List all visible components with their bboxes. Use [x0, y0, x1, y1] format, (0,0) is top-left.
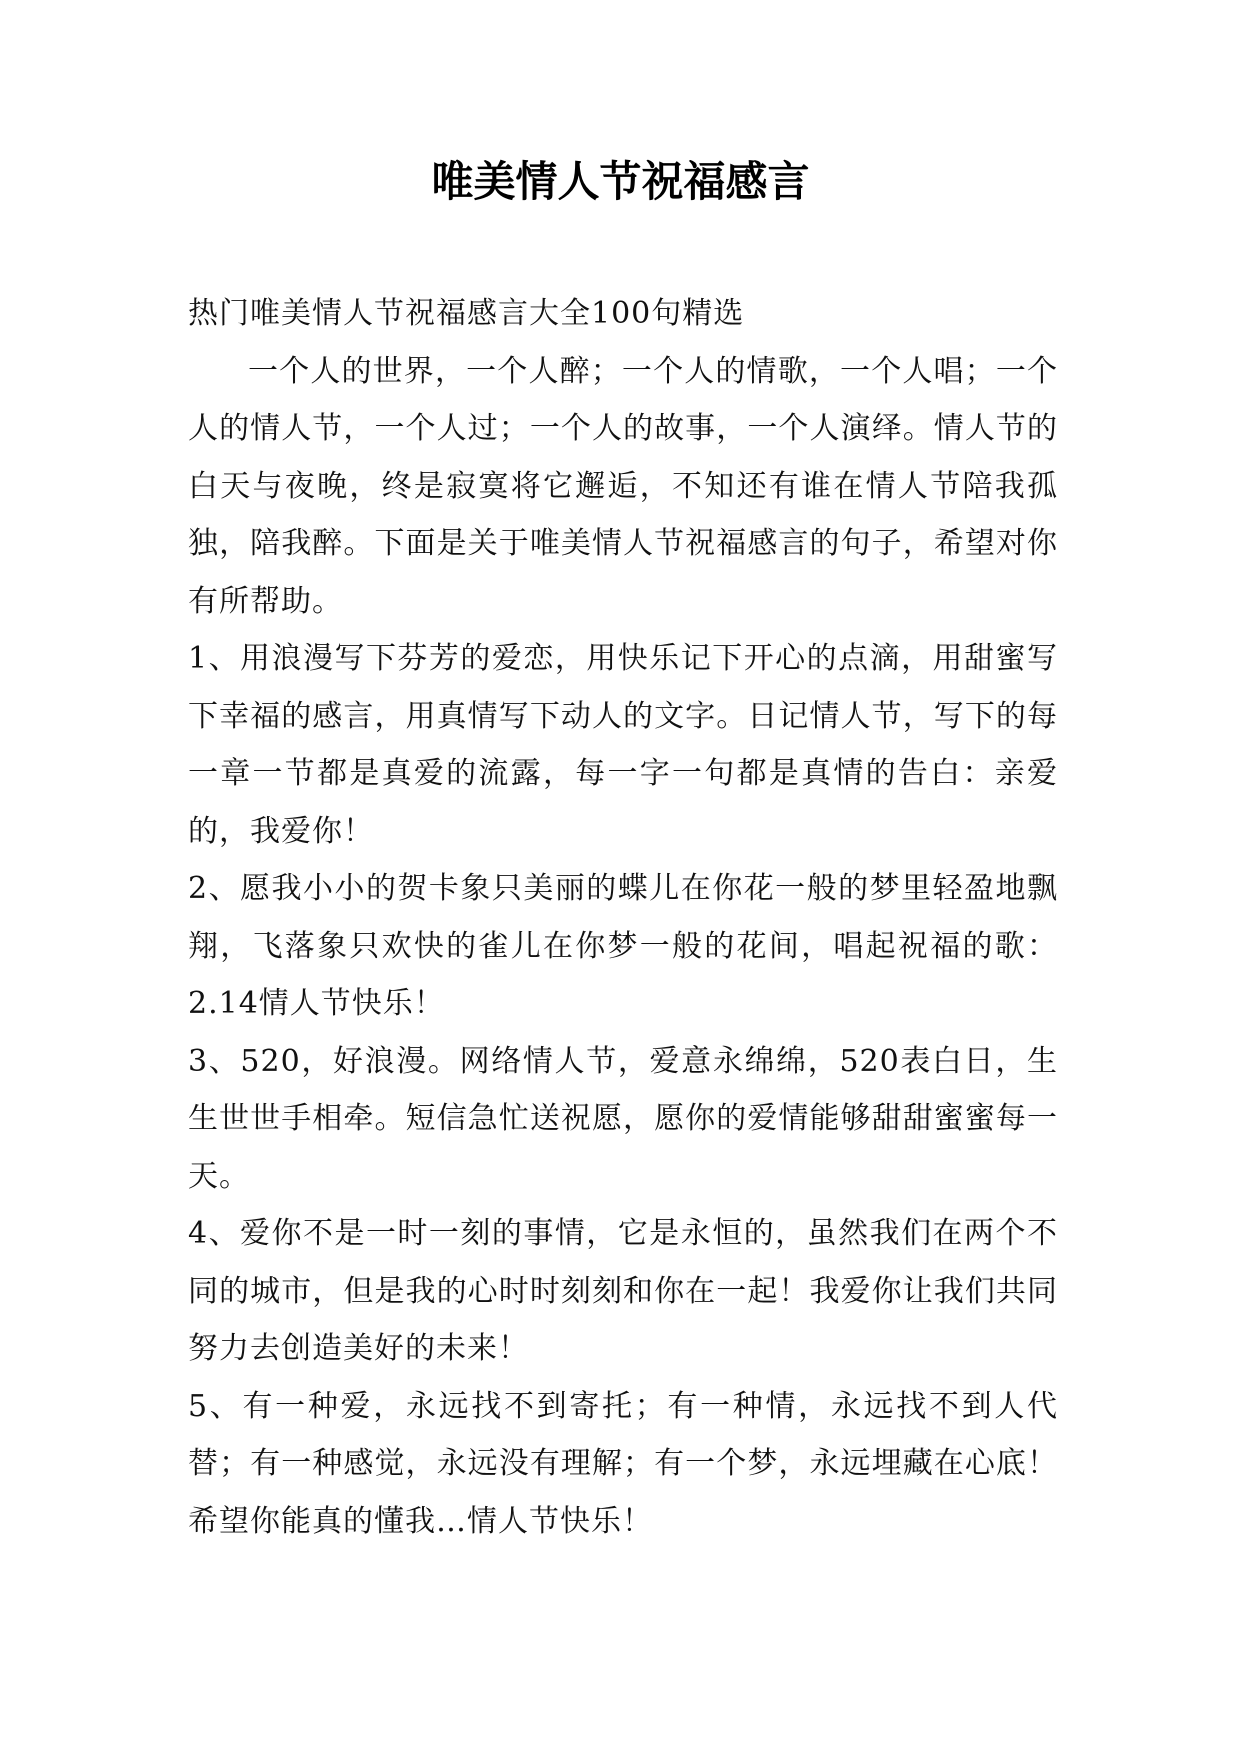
document-subtitle: 热门唯美情人节祝福感言大全100句精选 — [188, 296, 745, 331]
document-title: 唯美情人节祝福感言 — [431, 157, 810, 206]
list-item: 3、520，好浪漫。网络情人节，爱意永绵绵，520表白日，生生世世手相牵。短信急忙送祝愿，愿你的爱情能够甜甜蜜蜜每一天。 — [188, 1043, 1058, 1194]
document-body — [188, 285, 1058, 1550]
intro-paragraph: 一个人的世界，一个人醉；一个人的情歌，一个人唱；一个人的情人节，一个人过；一个人的故事，一个人演绎。情人节的白天与夜晚，终是寂寞将它邂逅，不知还有谁在情人节陪我孤独，陪我醉。下面是关于唯美情人节祝福感言的句子，希望对你有所帮助。 — [188, 353, 1058, 619]
list-item: 4、爱你不是一时一刻的事情，它是永恒的，虽然我们在两个不同的城市，但是我的心时时刻刻和你在一起！我爱你让我们共同努力去创造美好的未来！ — [188, 1216, 1058, 1366]
list-item: 2、愿我小小的贺卡象只美丽的蝶儿在你花一般的梦里轻盈地飘翔，飞落象只欢快的雀儿在你梦一般的花间，唱起祝福的歌：2.14情人节快乐！ — [188, 871, 1058, 1021]
list-item: 1、用浪漫写下芬芳的爱恋，用快乐记下开心的点滴，用甜蜜写下幸福的感言，用真情写下动人的文字。日记情人节，写下的每一章一节都是真爱的流露，每一字一句都是真情的告白：亲爱的，我爱你！ — [188, 641, 1058, 849]
list-item: 5、有一种爱，永远找不到寄托；有一种情，永远找不到人代替；有一种感觉，永远没有理解；有一个梦，永远埋藏在心底！希望你能真的懂我…情人节快乐！ — [188, 1388, 1058, 1539]
